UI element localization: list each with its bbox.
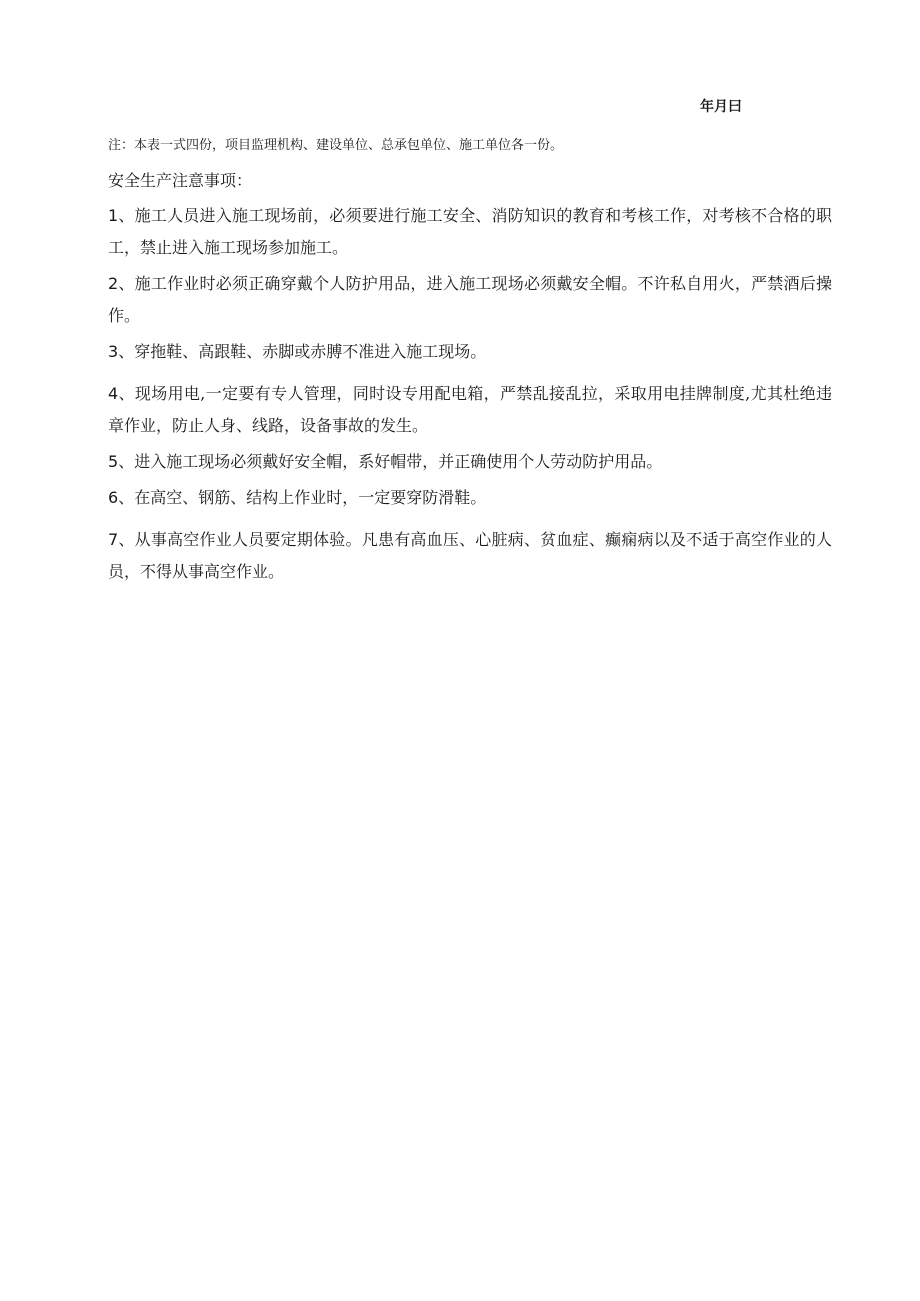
item-text: 从事高空作业人员要定期体验。凡患有高血压、心脏病、贫血症、癫痫病以及不适于高空作业的人员，不得从事高空作业。 bbox=[108, 530, 832, 581]
item-separator: 、 bbox=[118, 342, 135, 361]
item-separator: 、 bbox=[118, 206, 135, 225]
safety-items-list bbox=[108, 200, 832, 588]
item-separator: 、 bbox=[118, 274, 135, 293]
list-item bbox=[108, 446, 832, 478]
item-text: 在高空、钢筋、结构上作业时，一定要穿防滑鞋。 bbox=[134, 488, 487, 507]
item-text: 施工人员进入施工现场前，必须要进行施工安全、消防知识的教育和考核工作，对考核不合格的职工，禁止进入施工现场参加施工。 bbox=[108, 206, 832, 257]
item-number: 3 bbox=[108, 342, 119, 361]
item-number: 5 bbox=[108, 452, 119, 471]
item-text: 穿拖鞋、高跟鞋、赤脚或赤膊不准进入施工现场。 bbox=[134, 342, 487, 361]
section-heading: 安全生产注意事项： bbox=[108, 171, 253, 190]
item-number: 7 bbox=[108, 530, 119, 549]
item-separator: 、 bbox=[118, 530, 135, 549]
list-item bbox=[108, 336, 832, 368]
item-separator: 、 bbox=[118, 384, 135, 403]
item-text: 进入施工现场必须戴好安全帽，系好帽带，并正确使用个人劳动防护用品。 bbox=[134, 452, 663, 471]
list-item bbox=[108, 200, 832, 264]
list-item bbox=[108, 524, 832, 588]
item-separator: 、 bbox=[118, 452, 135, 471]
item-text: 现场用电,一定要有专人管理，同时设专用配电箱，严禁乱接乱拉，采取用电挂牌制度,尤其杜绝违章作业，防止人身、线路，设备事故的发生。 bbox=[108, 384, 832, 435]
item-number: 2 bbox=[108, 274, 119, 293]
item-separator: 、 bbox=[118, 488, 135, 507]
list-item bbox=[108, 482, 832, 514]
item-number: 6 bbox=[108, 488, 119, 507]
list-item bbox=[108, 268, 832, 332]
footnote: 注：本表一式四份，项目监理机构、建设单位、总承包单位、施工单位各一份。 bbox=[108, 138, 564, 153]
list-item bbox=[108, 378, 832, 442]
item-number: 4 bbox=[108, 384, 119, 403]
item-number: 1 bbox=[108, 206, 119, 225]
date-line: 年月曰 bbox=[700, 99, 742, 115]
item-text: 施工作业时必须正确穿戴个人防护用品，进入施工现场必须戴安全帽。不许私自用火，严禁酒后操作。 bbox=[108, 274, 832, 325]
